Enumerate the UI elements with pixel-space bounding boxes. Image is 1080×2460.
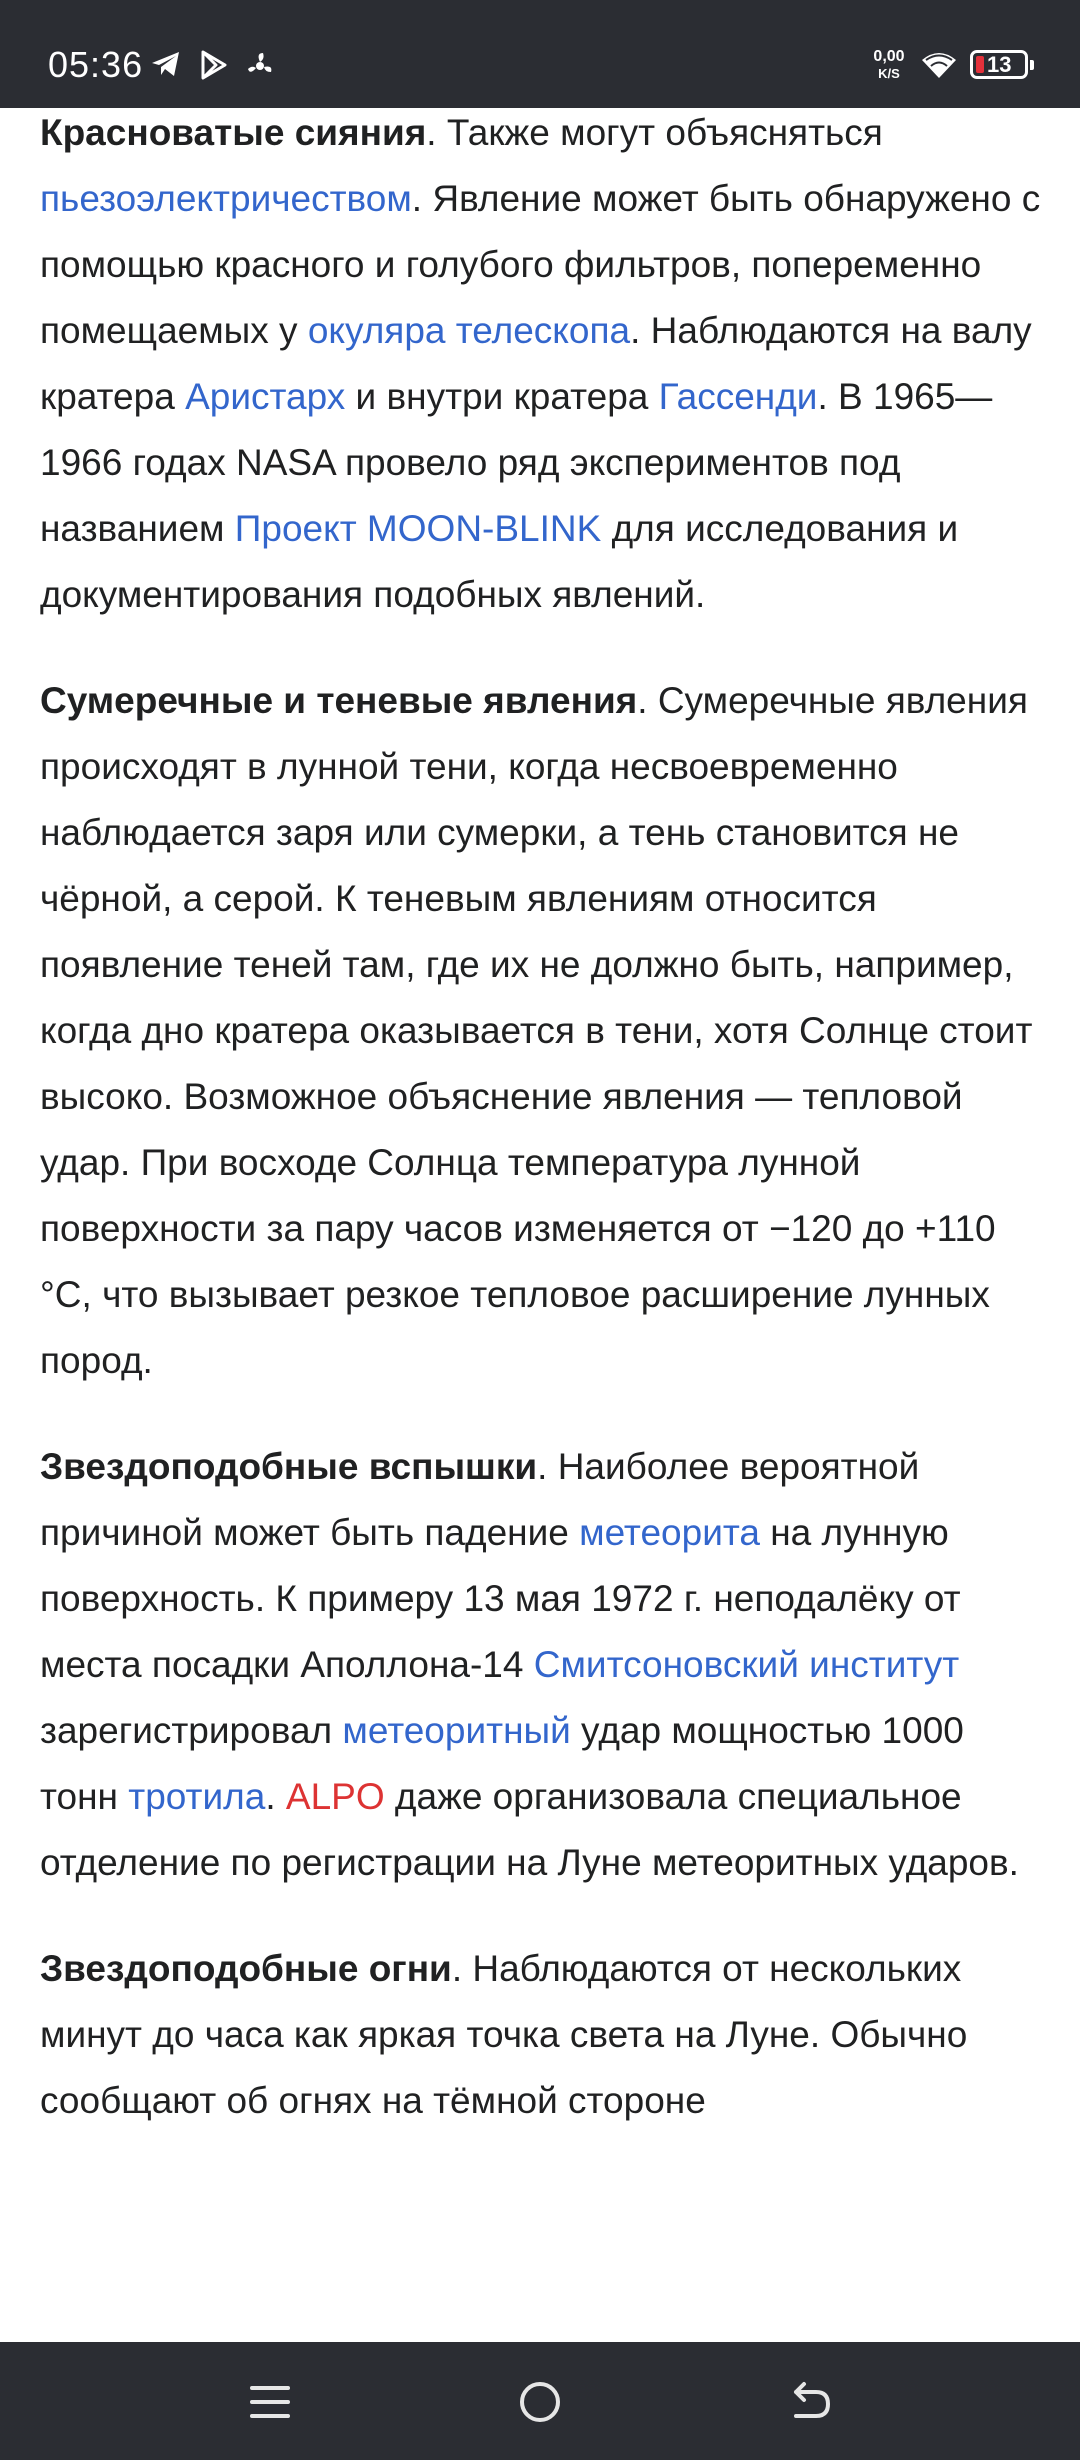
- term-reddish-glows: Красноватые сияния: [40, 112, 427, 153]
- notification-icons: [150, 50, 274, 80]
- paragraph-twilight-shadow: [40, 668, 1048, 1394]
- text: . Явление может быть обнаружено с помощью красного и голубого фильтров, попеременно помещаемых у: [40, 178, 1041, 351]
- text: и внутри кратера: [345, 376, 659, 417]
- network-speed-unit: K/S: [878, 66, 900, 81]
- fan-icon: [246, 50, 274, 80]
- article-content: [40, 100, 1048, 2174]
- term-starlike-lights: Звездоподобные огни: [40, 1948, 452, 1989]
- battery-nub: [1030, 60, 1034, 70]
- term-starlike-flashes: Звездоподобные вспышки: [40, 1446, 538, 1487]
- text: удар мощностью 1000 тонн: [40, 1710, 964, 1817]
- clock: 05:36: [48, 44, 144, 85]
- back-icon[interactable]: [786, 2378, 834, 2426]
- link-telescope-eyepiece[interactable]: окуляра телескопа: [307, 310, 631, 351]
- text: . В 1965—1966 годах NASA провело ряд экспериментов под названием: [40, 376, 993, 549]
- link-tnt[interactable]: тротила: [128, 1776, 266, 1817]
- menu-icon[interactable]: [246, 2378, 294, 2426]
- home-icon[interactable]: [516, 2378, 564, 2426]
- play-store-icon: [200, 50, 228, 80]
- network-speed: [866, 48, 912, 82]
- text: .: [265, 1776, 286, 1817]
- link-piezoelectricity[interactable]: пьезоэлектричеством: [40, 178, 412, 219]
- wifi-icon: [920, 50, 958, 80]
- link-meteoritic[interactable]: метеоритный: [342, 1710, 571, 1751]
- link-aristarchus[interactable]: Аристарх: [185, 376, 346, 417]
- text: . Наблюдаются на валу кратера: [40, 310, 1032, 417]
- text: . Наиболее вероятной причиной может быть падение: [40, 1446, 920, 1553]
- text: для исследования и документирования подобных явлений.: [40, 508, 959, 615]
- paragraph-reddish-glows: [40, 100, 1048, 628]
- text: даже организовала специальное отделение по регистрации на Луне метеоритных ударов.: [40, 1776, 1019, 1883]
- status-bar: [0, 0, 1080, 108]
- network-speed-value: 0,00: [873, 48, 905, 65]
- text: зарегистрировал: [40, 1710, 343, 1751]
- battery-level: 13: [987, 52, 1012, 77]
- text: . Также могут объясняться: [426, 112, 883, 153]
- telegram-icon: [150, 50, 182, 78]
- battery-icon: [970, 50, 1028, 79]
- text: на лунную поверхность. К примеру 13 мая 1972 г. неподалёку от места посадки Аполлона-14: [40, 1512, 961, 1685]
- navigation-bar: [0, 2342, 1080, 2460]
- link-gassendi[interactable]: Гассенди: [658, 376, 818, 417]
- battery-fill: [976, 56, 984, 73]
- paragraph-starlike-lights: [40, 1936, 1048, 2134]
- text: . Наблюдаются от нескольких минут до часа как яркая точка света на Луне. Обычно сообщают об огнях на тёмной стороне: [40, 1948, 968, 2121]
- text: . Сумеречные явления происходят в лунной тени, когда несвоевременно наблюдается заря или сумерки, а тень становится не чёрной, а серой. К теневым явлениям относится появление теней там, где их не должно быть, например, когда дно кратера оказывается в тени, хотя Солнце стоит высоко. Возможное объяснение явления — тепловой удар. При восходе Солнца температура лунной поверхности за пару часов изменяется от −120 до +110 °C, что вызывает резкое тепловое расширение лунных пород.: [40, 680, 1033, 1381]
- link-project-moon-blink[interactable]: Проект MOON-BLINK: [234, 508, 602, 549]
- term-twilight-shadow: Сумеречные и теневые явления: [40, 680, 638, 721]
- link-meteorite[interactable]: метеорита: [579, 1512, 760, 1553]
- link-smithsonian[interactable]: Смитсоновский институт: [533, 1644, 960, 1685]
- paragraph-starlike-flashes: [40, 1434, 1048, 1896]
- link-alpo[interactable]: ALPO: [285, 1776, 385, 1817]
